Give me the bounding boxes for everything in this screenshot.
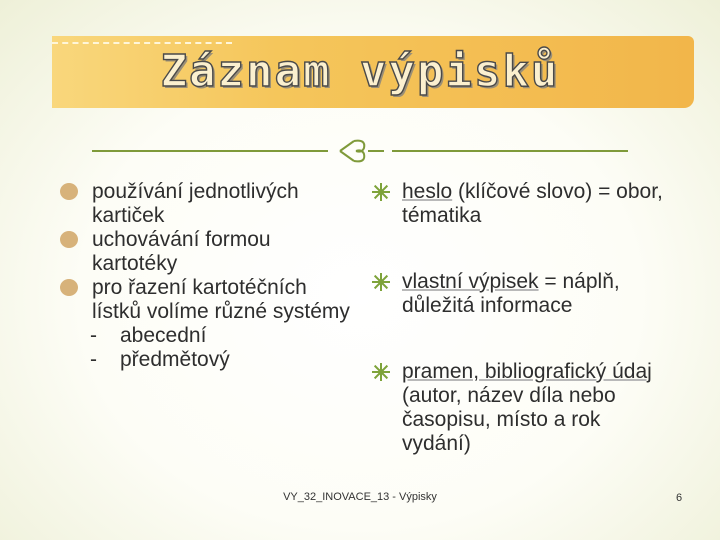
leaf-bullet-icon <box>372 363 390 381</box>
leaf-bullet-icon <box>372 183 390 201</box>
slide-footer: VY_32_INOVACE_13 - Výpisky <box>283 491 437 503</box>
right-column <box>370 180 670 456</box>
definition-item: pramen, bibliografický údaj (autor, název díla nebo časopisu, místo a rok vydání) <box>370 360 670 456</box>
bullet-icon <box>60 279 78 296</box>
bullet-icon <box>60 183 78 200</box>
term-pramen: pramen, bibliografický údaj <box>402 360 652 383</box>
left-column <box>60 180 350 372</box>
term-heslo: heslo <box>402 180 453 203</box>
definition-item: vlastní výpisek = náplň, důležitá informace <box>370 270 670 318</box>
list-item: uchovávání formou kartotéky <box>60 228 350 276</box>
sub-list-item: - předmětový <box>90 348 230 371</box>
list-item: používání jednotlivých kartiček <box>60 180 350 228</box>
scroll-ornament-icon <box>340 141 384 162</box>
leaf-bullet-icon <box>372 273 390 291</box>
ornament-divider <box>92 138 628 164</box>
bullet-icon <box>60 231 78 248</box>
slide-title: Záznam výpisků <box>160 46 560 97</box>
list-item: pro řazení kartotéčních lístků volíme různé systémy <box>60 276 350 324</box>
sub-list-item: - abecední <box>90 324 207 347</box>
term-vlastni-vypisek: vlastní výpisek <box>402 270 539 293</box>
definition-item: heslo (klíčové slovo) = obor, tématika <box>370 180 670 228</box>
page-number: 6 <box>676 492 683 504</box>
